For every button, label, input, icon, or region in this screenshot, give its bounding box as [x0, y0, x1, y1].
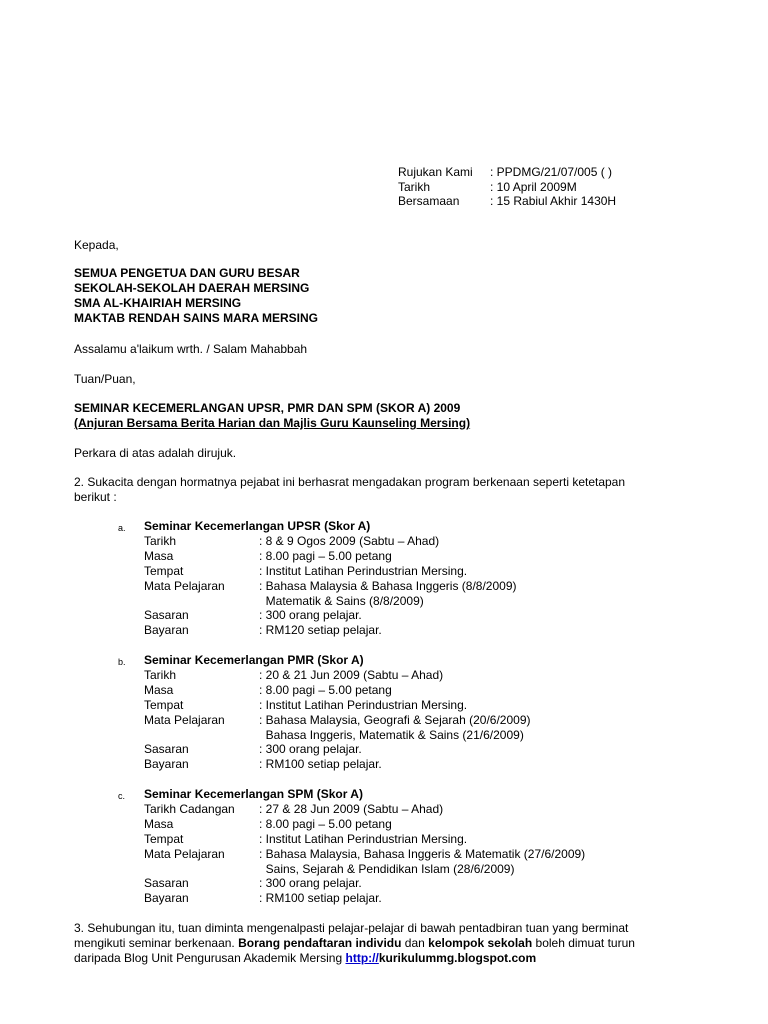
item-row: Matematik & Sains (8/8/2009) [259, 593, 424, 608]
item-row: Tarikh : 20 & 21 Jun 2009 (Sabtu – Ahad) [144, 667, 444, 682]
subject-block [74, 401, 470, 431]
blog-url: kurikulummg.blogspot.com [378, 951, 537, 965]
recipient-line: SEMUA PENGETUA DAN GURU BESAR [74, 266, 300, 280]
seminar-item-pmr [118, 653, 531, 772]
greeting: Assalamu a'laikum wrth. / Salam Mahabbah [74, 342, 308, 356]
item-row: Bayaran : RM120 setiap pelajar. [144, 623, 382, 638]
item-letter: c. [118, 791, 126, 801]
paragraph-1: Perkara di atas adalah dirujuk. [74, 446, 237, 460]
item-row: Sasaran : 300 orang pelajar. [144, 876, 362, 891]
item-row: Bayaran : RM100 setiap pelajar. [144, 891, 382, 906]
item-row: Tarikh Cadangan : 27 & 28 Jun 2009 (Sabtu – Ahad) [144, 801, 444, 816]
reference-row: Rujukan Kami : PPDMG/21/07/005 ( ) [398, 165, 613, 179]
item-row: Mata Pelajaran : Bahasa Malaysia & Bahasa Inggeris (8/8/2009) [144, 578, 517, 593]
recipient-line: MAKTAB RENDAH SAINS MARA MERSING [74, 311, 318, 325]
salutation: Kepada, [74, 238, 119, 252]
blog-link[interactable]: http:// [345, 951, 379, 965]
item-heading: Seminar Kecemerlangan UPSR (Skor A) [144, 519, 371, 533]
recipient-line: SMA AL-KHAIRIAH MERSING [74, 296, 242, 310]
item-row: Bahasa Inggeris, Matematik & Sains (21/6/2009) [259, 727, 524, 742]
address: Tuan/Puan, [74, 372, 136, 386]
item-row: Tempat : Institut Latihan Perindustrian Mersing. [144, 697, 468, 712]
reference-block [398, 165, 616, 209]
item-heading: Seminar Kecemerlangan SPM (Skor A) [144, 787, 363, 801]
subject-title: SEMINAR KECEMERLANGAN UPSR, PMR DAN SPM (SKOR A) 2009 [74, 401, 461, 415]
recipient-line: SEKOLAH-SEKOLAH DAERAH MERSING [74, 281, 310, 295]
seminar-item-upsr [118, 519, 516, 638]
item-row: Sasaran : 300 orang pelajar. [144, 608, 362, 623]
item-heading: Seminar Kecemerlangan PMR (Skor A) [144, 653, 364, 667]
subject-subtitle: (Anjuran Bersama Berita Harian dan Majlis Guru Kaunseling Mersing) [74, 416, 471, 430]
item-row: Masa : 8.00 pagi – 5.00 petang [144, 816, 392, 831]
paragraph-2: 2. Sukacita dengan hormatnya pejabat ini berhasrat mengadakan program berkenaan seperti ketetapan berikut : [74, 475, 626, 504]
item-row: Tarikh : 8 & 9 Ogos 2009 (Sabtu – Ahad) [144, 533, 440, 548]
item-row: Tempat : Institut Latihan Perindustrian Mersing. [144, 563, 468, 578]
item-row: Mata Pelajaran : Bahasa Malaysia, Geografi & Sejarah (20/6/2009) [144, 712, 531, 727]
item-letter: a. [118, 523, 126, 533]
item-row: Masa : 8.00 pagi – 5.00 petang [144, 682, 392, 697]
reference-row: Tarikh : 10 April 2009M [398, 179, 577, 194]
item-row: Mata Pelajaran : Bahasa Malaysia, Bahasa Inggeris & Matematik (27/6/2009) [144, 846, 586, 861]
paragraph-3: 3. Sehubungan itu, tuan diminta mengenalpasti pelajar-pelajar di bawah pentadbiran tuan yang berminat mengikuti seminar berkenaan. Borang pendaftaran individu dan kelompok sekolah boleh dimuat turun daripada Blog Unit Pengurusan Akademik Mersing http://kurikulummg.blogspot.com [74, 921, 635, 965]
item-row: Bayaran : RM100 setiap pelajar. [144, 757, 382, 772]
item-row: Sasaran : 300 orang pelajar. [144, 742, 362, 757]
item-letter: b. [118, 657, 126, 667]
recipients-block [74, 266, 318, 326]
seminar-item-spm [118, 787, 585, 906]
item-row: Masa : 8.00 pagi – 5.00 petang [144, 548, 392, 563]
item-row: Sains, Sejarah & Pendidikan Islam (28/6/2009) [259, 861, 515, 876]
item-row: Tempat : Institut Latihan Perindustrian Mersing. [144, 831, 468, 846]
reference-row: Bersamaan : 15 Rabiul Akhir 1430H [398, 194, 617, 208]
